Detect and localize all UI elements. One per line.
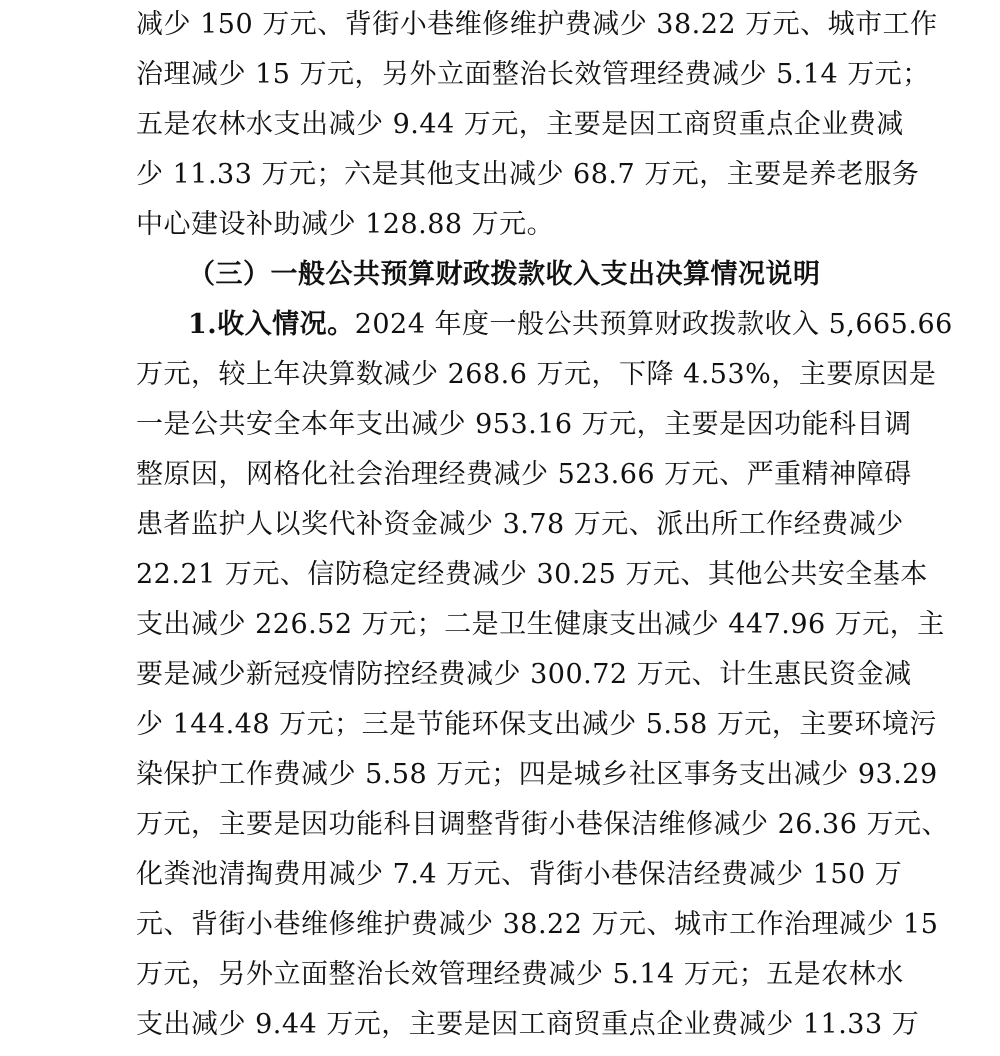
text-line: 染保护工作费减少 5.58 万元；四是城乡社区事务支出减少 93.29 [136,759,938,790]
text-line: 万元，主要是因功能科目调整背街小巷保洁维修减少 26.36 万元、 [136,809,949,840]
section-heading: （三）一般公共预算财政拨款收入支出决算情况说明 [188,259,821,290]
income-paragraph-start [188,300,953,350]
income-text: 2024 年度一般公共预算财政拨款收入 5,665.66 [354,309,953,340]
text-line: 支出减少 226.52 万元；二是卫生健康支出减少 447.96 万元，主 [136,609,945,640]
text-line: 22.21 万元、信防稳定经费减少 30.25 万元、其他公共安全基本 [136,559,928,590]
text-line: 化粪池清掏费用减少 7.4 万元、背街小巷保洁经费减少 150 万 [136,859,903,890]
text-line: 五是农林水支出减少 9.44 万元，主要是因工商贸重点企业费减 [136,109,904,140]
text-line: 万元，较上年决算数减少 268.6 万元，下降 4.53%，主要原因是 [136,359,937,390]
text-line: 元、背街小巷维修维护费减少 38.22 万元、城市工作治理减少 15 [136,909,939,940]
text-line: 支出减少 9.44 万元，主要是因工商贸重点企业费减少 11.33 万 [136,1009,920,1040]
income-heading: 1.收入情况。 [188,309,355,340]
text-line: 患者监护人以奖代补资金减少 3.78 万元、派出所工作经费减少 [136,509,904,540]
text-line: 要是减少新冠疫情防控经费减少 300.72 万元、计生惠民资金减 [136,659,912,690]
text-line: 减少 150 万元、背街小巷维修维护费减少 38.22 万元、城市工作 [136,9,938,40]
text-line: 中心建设补助减少 128.88 万元。 [136,209,555,240]
text-line: 少 144.48 万元；三是节能环保支出减少 5.58 万元，主要环境污 [136,709,937,740]
text-line: 少 11.33 万元；六是其他支出减少 68.7 万元，主要是养老服务 [136,159,920,190]
text-line: 一是公共安全本年支出减少 953.16 万元，主要是因功能科目调 [136,409,912,440]
text-line: 治理减少 15 万元，另外立面整治长效管理经费减少 5.14 万元； [136,59,930,90]
text-line: 万元，另外立面整治长效管理经费减少 5.14 万元；五是农林水 [136,959,904,990]
text-line: 整原因，网格化社会治理经费减少 523.66 万元、严重精神障碍 [136,459,912,490]
